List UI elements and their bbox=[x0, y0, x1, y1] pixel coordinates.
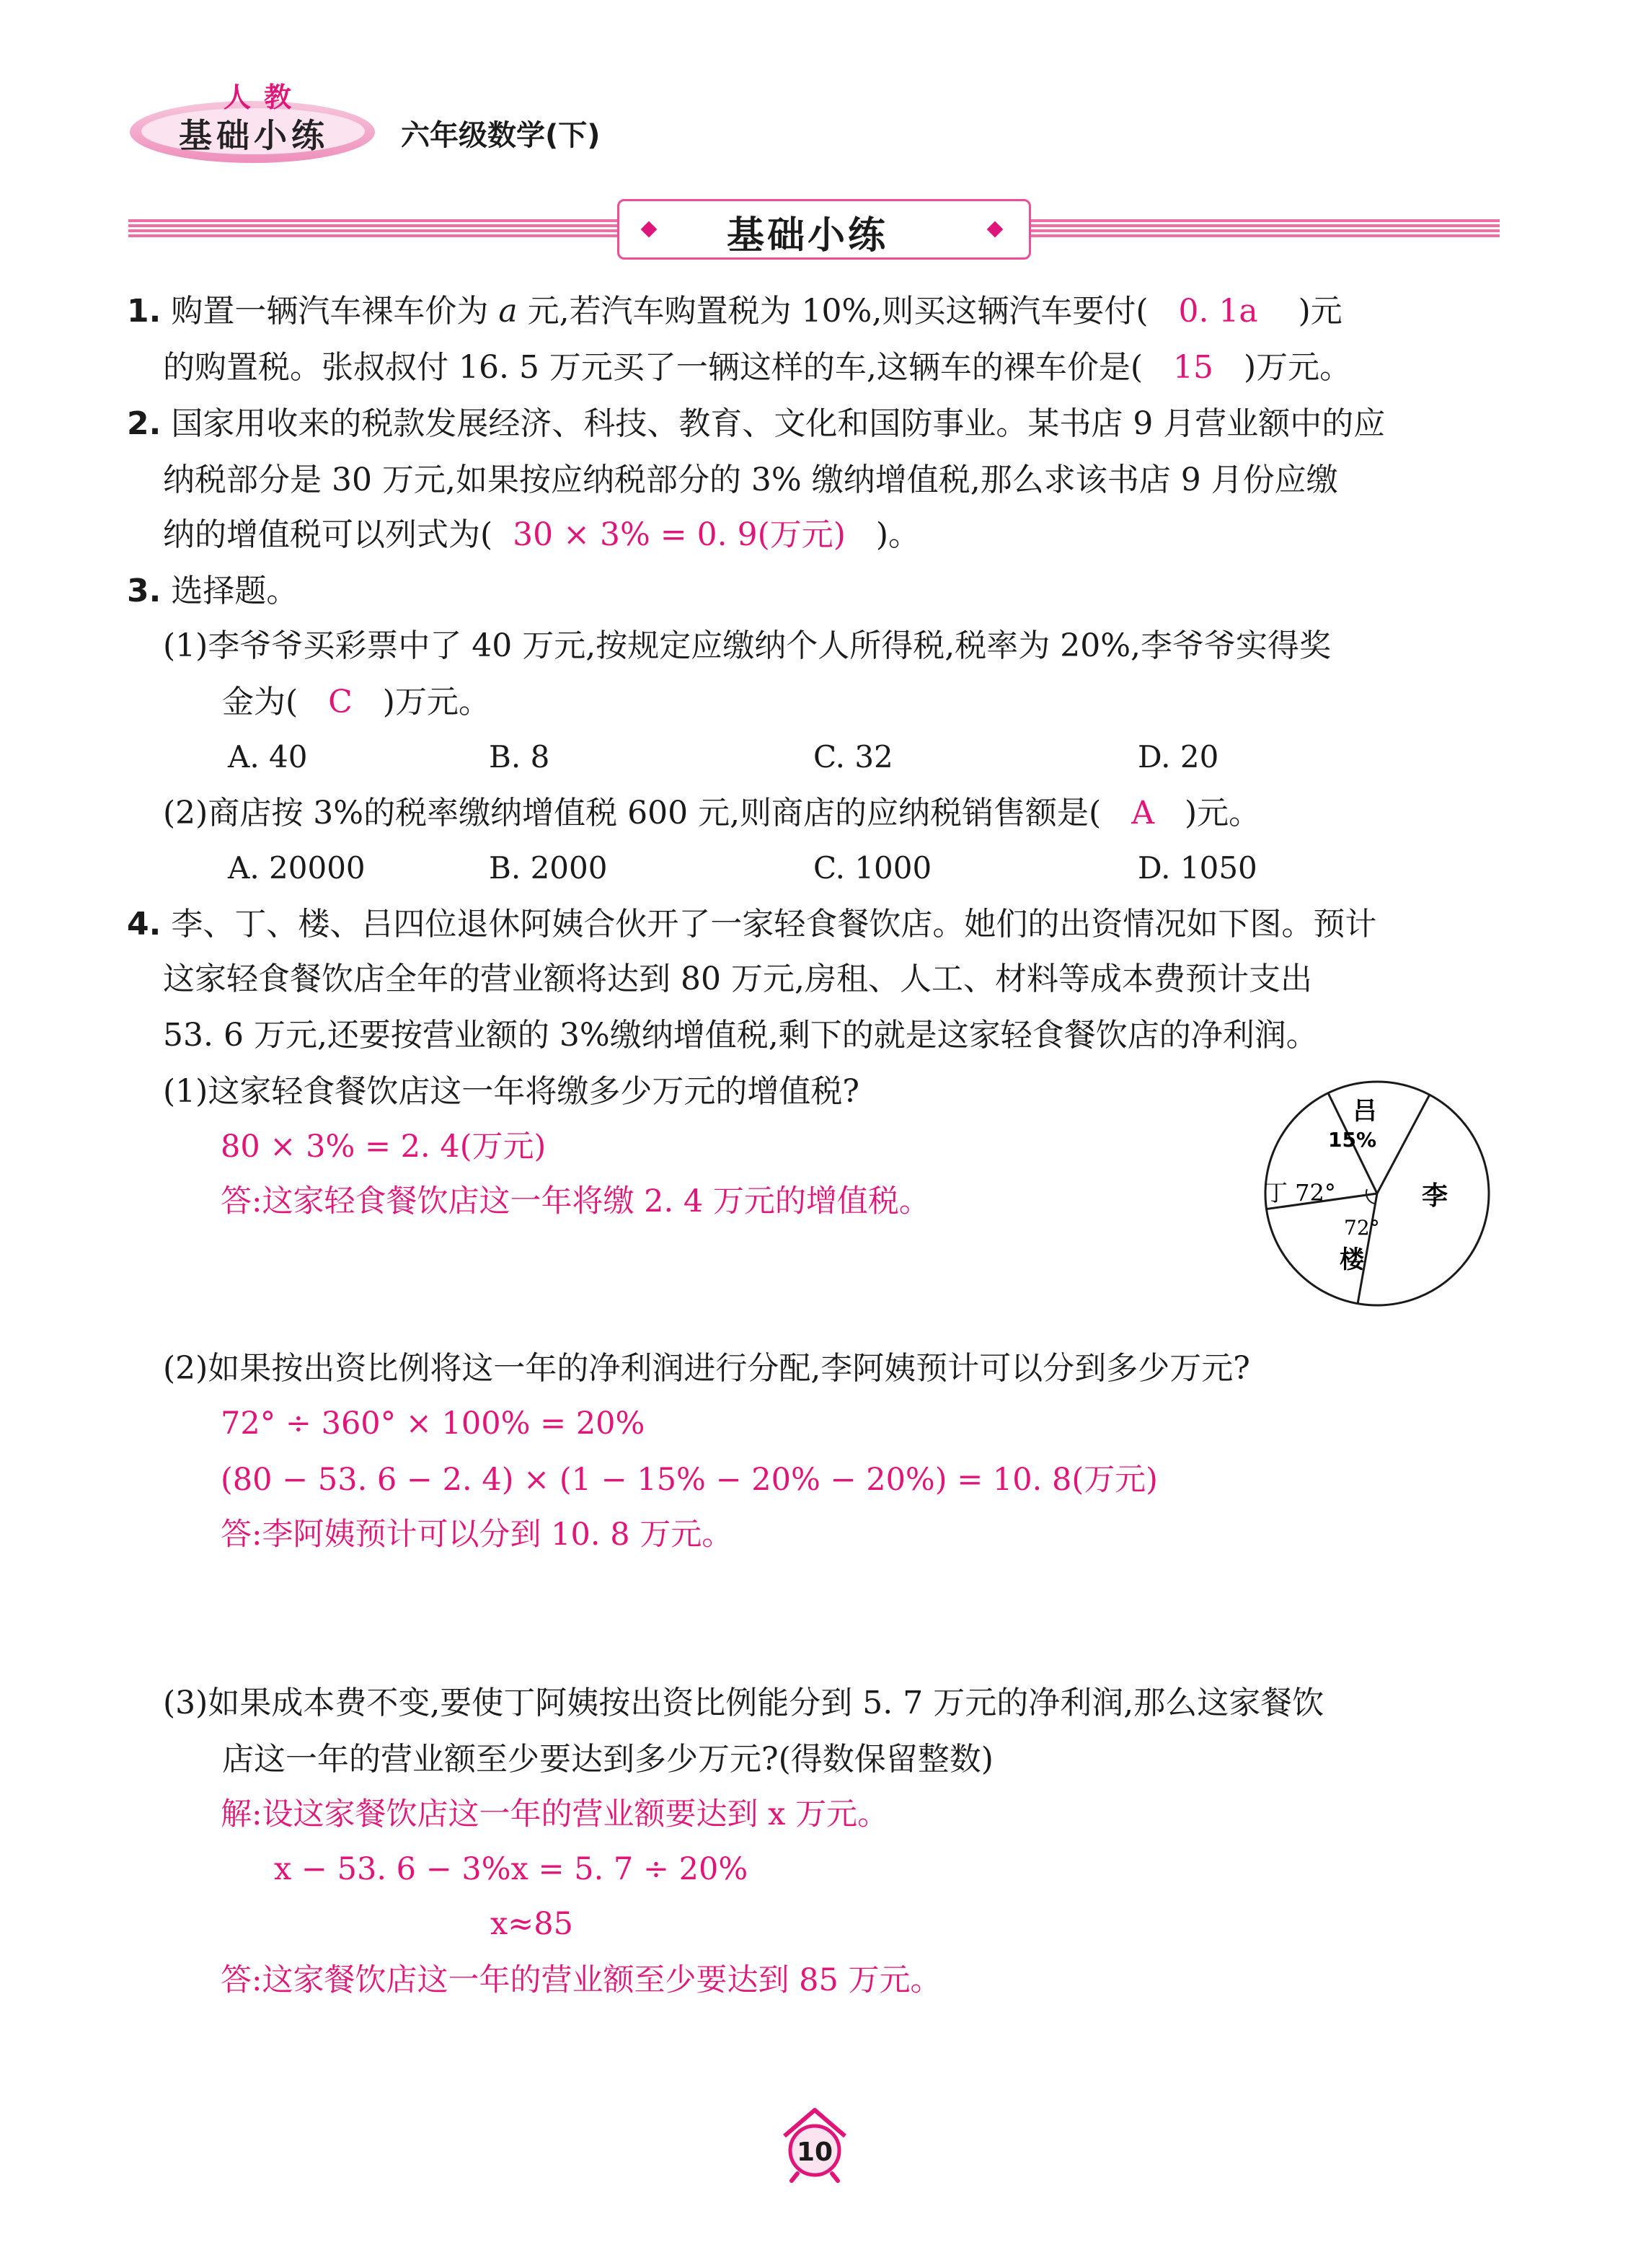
q3-p2-text-b: )元。 bbox=[1184, 795, 1261, 831]
page-number-badge bbox=[779, 2104, 851, 2184]
q4-line3: 53. 6 万元,还要按营业额的 3%缴纳增值税,剩下的就是这家轻食餐饮店的净利润。 bbox=[163, 1017, 1318, 1054]
q4-p3-line2: 店这一年的营业额至少要达到多少万元?(得数保留整数) bbox=[222, 1741, 994, 1778]
q4-p3-answer-3: x≈85 bbox=[490, 1906, 573, 1942]
q4-p3-answer-2: x − 53. 6 − 3%x = 5. 7 ÷ 20% bbox=[274, 1851, 748, 1887]
q3-p1-text-a: 金为( bbox=[222, 684, 298, 720]
q3-p2-option-b: B. 2000 bbox=[489, 850, 608, 886]
header-grade: 六年级数学(下) bbox=[401, 119, 601, 152]
q1-var: a bbox=[498, 293, 518, 330]
q1-number: 1. bbox=[127, 293, 162, 330]
pie-label-lv: 吕 bbox=[1353, 1097, 1377, 1126]
page-number: 10 bbox=[796, 2137, 833, 2167]
q2-text-1: 国家用收来的税款发展经济、科技、教育、文化和国防事业。某书店 9 月营业额中的应 bbox=[171, 405, 1386, 442]
q4-line2: 这家轻食餐饮店全年的营业额将达到 80 万元,房租、人工、材料等成本费预计支出 bbox=[163, 961, 1312, 997]
q4-p3-answer-4: 答:这家餐饮店这一年的营业额至少要达到 85 万元。 bbox=[221, 1962, 942, 1998]
header-edition: 人教 bbox=[224, 81, 305, 113]
q1-line1 bbox=[127, 291, 1342, 332]
q4-p1-question: (1)这家轻食餐饮店这一年将缴多少万元的增值税? bbox=[163, 1073, 859, 1110]
q1-text-a: 购置一辆汽车裸车价为 bbox=[171, 293, 499, 330]
q2-number: 2. bbox=[127, 405, 162, 442]
q3-p1-option-c: C. 32 bbox=[813, 739, 893, 775]
q3-p2-option-d: D. 1050 bbox=[1138, 850, 1257, 886]
q1-text-b: 元,若汽车购置税为 10%,则买这辆汽车要付( bbox=[517, 293, 1149, 330]
q1-line2 bbox=[163, 348, 1351, 388]
q2-line2: 纳税部分是 30 万元,如果按应纳税部分的 3% 缴纳增值税,那么求该书店 9 月份应缴 bbox=[163, 462, 1338, 498]
q3-p2-line bbox=[163, 793, 1260, 834]
q4-line1 bbox=[127, 904, 1376, 945]
q1-text-d: 的购置税。张叔叔付 16. 5 万元买了一辆这样的车,这辆车的裸车价是( bbox=[163, 349, 1143, 386]
header-series: 基础小练 bbox=[179, 116, 329, 155]
title-band-right bbox=[1031, 219, 1500, 239]
q3-p2-answer: A bbox=[1131, 795, 1154, 831]
q4-text-1: 李、丁、楼、吕四位退休阿姨合伙开了一家轻食餐饮店。她们的出资情况如下图。预计 bbox=[171, 906, 1377, 943]
q3-number: 3. bbox=[127, 573, 162, 609]
pie-label-lou-deg: 72° bbox=[1344, 1216, 1380, 1240]
q4-p1-answer-1: 80 × 3% = 2. 4(万元) bbox=[221, 1129, 547, 1165]
q4-p3-line1: (3)如果成本费不变,要使丁阿姨按出资比例能分到 5. 7 万元的净利润,那么这家餐饮 bbox=[163, 1685, 1324, 1721]
q2-answer: 30 × 3% = 0. 9(万元) bbox=[513, 516, 846, 553]
q4-number: 4. bbox=[127, 906, 162, 943]
q2-text-3: 纳的增值税可以列式为( bbox=[163, 516, 493, 553]
pie-label-lou: 楼 bbox=[1340, 1245, 1364, 1274]
pie-label-lv-pct: 15% bbox=[1328, 1128, 1377, 1152]
q3-p1-answer: C bbox=[328, 684, 353, 720]
investment-pie-chart bbox=[1255, 1075, 1500, 1312]
q4-p2-answer-3: 答:李阿姨预计可以分到 10. 8 万元。 bbox=[221, 1517, 733, 1553]
q4-p2-question: (2)如果按出资比例将这一年的净利润进行分配,李阿姨预计可以分到多少万元? bbox=[163, 1350, 1250, 1387]
pie-label-ding: 丁 72° bbox=[1265, 1179, 1336, 1206]
q4-p2-answer-2: (80 − 53. 6 − 2. 4) × (1 − 15% − 20% − 20%) = 10. 8(万元) bbox=[221, 1462, 1158, 1498]
q3-title bbox=[127, 571, 298, 612]
q3-p2-option-a: A. 20000 bbox=[228, 850, 366, 886]
q3-p1-text-b: )万元。 bbox=[382, 684, 490, 720]
q2-text-4: )。 bbox=[875, 516, 921, 553]
pie-label-li: 李 bbox=[1422, 1181, 1448, 1211]
title-band-left bbox=[128, 219, 619, 239]
q1-text-e: )万元。 bbox=[1244, 349, 1352, 386]
q3-p1-option-b: B. 8 bbox=[489, 739, 550, 775]
q1-text-c: )元 bbox=[1298, 293, 1342, 330]
q4-p3-answer-1: 解:设这家餐饮店这一年的营业额要达到 x 万元。 bbox=[221, 1796, 889, 1832]
q3-title-text: 选择题。 bbox=[171, 573, 298, 609]
q2-line3 bbox=[163, 515, 920, 555]
q4-p2-answer-1: 72° ÷ 360° × 100% = 20% bbox=[221, 1406, 645, 1442]
q2-line1 bbox=[127, 404, 1385, 444]
q3-p2-text-a: (2)商店按 3%的税率缴纳增值税 600 元,则商店的应纳税销售额是( bbox=[163, 795, 1102, 831]
q3-p2-option-c: C. 1000 bbox=[813, 850, 932, 886]
section-title: 基础小练 bbox=[727, 214, 889, 257]
q3-p1-option-a: A. 40 bbox=[228, 739, 308, 775]
q3-p1-line1: (1)李爷爷买彩票中了 40 万元,按规定应缴纳个人所得税,税率为 20%,李爷爷实得奖 bbox=[163, 627, 1332, 664]
q4-p1-answer-2: 答:这家轻食餐饮店这一年将缴 2. 4 万元的增值税。 bbox=[221, 1183, 930, 1219]
q3-p1-line2 bbox=[222, 682, 490, 723]
q3-p1-option-d: D. 20 bbox=[1138, 739, 1219, 775]
q1-answer-1: 0. 1a bbox=[1178, 293, 1258, 330]
q1-answer-2: 15 bbox=[1173, 349, 1214, 386]
